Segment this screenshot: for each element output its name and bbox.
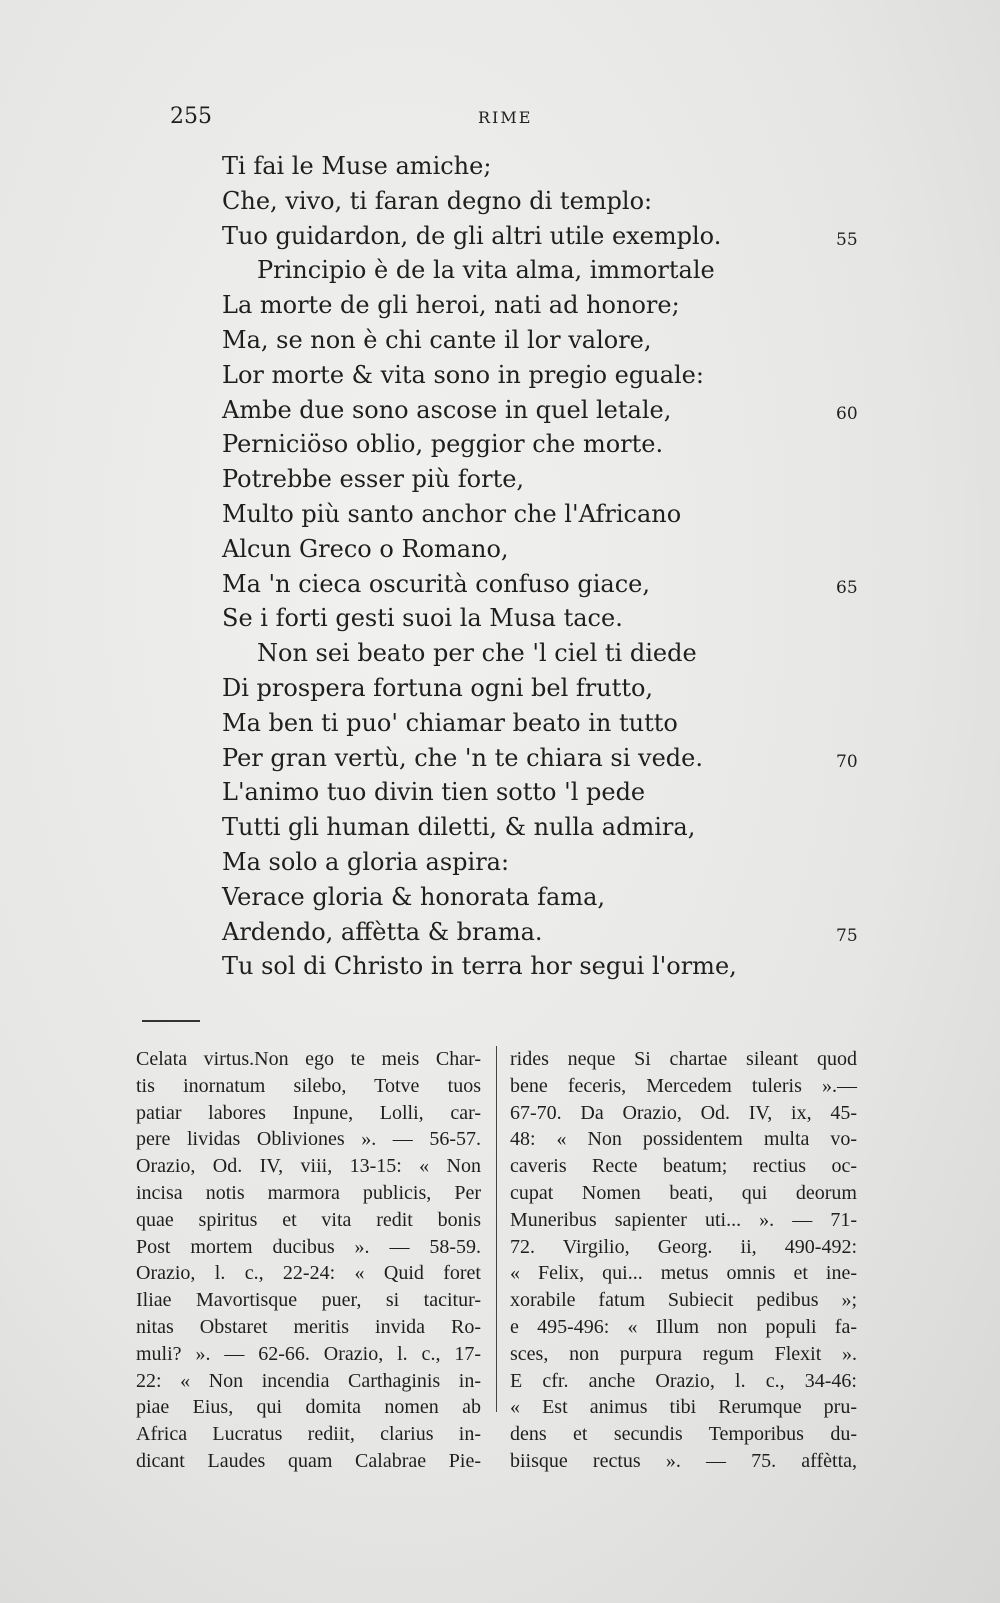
footnote-line: rides neque Si chartae sileant quod [510, 1048, 857, 1070]
footnote-line: biisque rectus ». — 75. affètta, [510, 1449, 857, 1472]
verse-line [0, 392, 1000, 428]
footnote-line: Celata virtus.Non ego te meis Char- [136, 1048, 481, 1070]
footnote-line: Iliae Mavortisque puer, si tacitur- [136, 1289, 481, 1312]
footnote-line: nitas Obstaret meritis invida Ro- [136, 1315, 481, 1338]
verse-line [0, 879, 1000, 915]
verse-line [0, 914, 1000, 950]
verse-text: La morte de gli heroi, nati ad honore; [222, 291, 680, 320]
footnote-line: incisa notis marmora publicis, Per [136, 1181, 481, 1204]
footnote-line: Post mortem ducibus ». — 58-59. [136, 1235, 481, 1258]
verse-line [0, 566, 1000, 602]
verse-line [0, 774, 1000, 810]
verse-line [0, 531, 1000, 567]
verse-text: L'animo tuo divin tien sotto 'l pede [222, 778, 646, 807]
footnote-line: 72. Virgilio, Georg. ii, 490-492: [510, 1235, 857, 1258]
verse-text: Ambe due sono ascose in quel letale, [222, 395, 672, 424]
page-number: 255 [170, 104, 212, 129]
line-number: 75 [836, 925, 858, 946]
running-title: RIME [478, 108, 533, 127]
footnote-line: 22: « Non incendia Carthaginis in- [136, 1369, 481, 1392]
verse-text: Ma 'n cieca oscurità confuso giace, [222, 569, 650, 598]
verse-line [0, 252, 1000, 288]
verse-line [0, 183, 1000, 219]
verse-text: Potrebbe esser più forte, [222, 465, 525, 494]
footnote-line: caveris Recte beatum; rectius oc- [510, 1155, 857, 1178]
verse-line [0, 461, 1000, 497]
footnote-line: patiar labores Inpune, Lolli, car- [136, 1101, 481, 1124]
line-number: 65 [836, 577, 858, 598]
verse-text: Non sei beato per che 'l ciel ti diede [257, 639, 697, 668]
verse-line [0, 844, 1000, 880]
verse-text: Che, vivo, ti faran degno di templo: [222, 186, 653, 215]
verse-text: Verace gloria & honorata fama, [222, 882, 606, 911]
footnote-line: 48: « Non possidentem multa vo- [510, 1128, 857, 1151]
line-number: 55 [836, 229, 858, 250]
footnote-line: bene feceris, Mercedem tuleris ».— [510, 1074, 857, 1097]
footnote-line: pere lividas Obliviones ». — 56-57. [136, 1128, 481, 1151]
verse-line [0, 948, 1000, 984]
verse-text: Tu sol di Christo in terra hor segui l'orme, [222, 952, 737, 981]
verse-line [0, 426, 1000, 462]
verse-text: Di prospera fortuna ogni bel frutto, [222, 674, 654, 702]
verse-line [0, 287, 1000, 323]
line-number: 60 [836, 403, 858, 424]
footnote-line: quae spiritus et vita redit bonis [136, 1208, 481, 1231]
line-number: 70 [836, 751, 858, 772]
verse-line [0, 670, 1000, 706]
verse-text: Ti fai le Muse amiche; [222, 152, 492, 180]
verse-text: Multo più santo anchor che l'Africano [222, 500, 682, 528]
verse-line [0, 600, 1000, 636]
verse-line [0, 740, 1000, 776]
footnote-line: E cfr. anche Orazio, l. c., 34-46: [510, 1369, 857, 1392]
verse-line [0, 357, 1000, 393]
verse-text: Ma ben ti puo' chiamar beato in tutto [222, 708, 678, 737]
footnote-line: sces, non purpura regum Flexit ». [510, 1342, 857, 1365]
verse-text: Se i forti gesti suoi la Musa tace. [222, 604, 623, 633]
verse-text: Ardendo, affètta & brama. [222, 917, 543, 946]
verse-text: Ma, se non è chi cante il lor valore, [222, 326, 652, 354]
footnote-line: piae Eius, qui domita nomen ab [136, 1396, 481, 1419]
verse-text: Ma solo a gloria aspira: [222, 848, 510, 876]
verse-line [0, 705, 1000, 741]
footnote-line: Orazio, l. c., 22-24: « Quid foret [136, 1262, 481, 1285]
footnote-line: « Felix, qui... metus omnis et ine- [510, 1262, 857, 1285]
verse-text: Lor morte & vita sono in pregio eguale: [222, 360, 704, 389]
column-divider [496, 1046, 497, 1412]
footnote-line: Africa Lucratus rediit, clarius in- [136, 1423, 481, 1446]
footnote-line: 67-70. Da Orazio, Od. IV, ix, 45- [510, 1101, 857, 1124]
footnote-line: e 495-496: « Illum non populi fa- [510, 1315, 857, 1338]
verse-line [0, 322, 1000, 358]
verse-text: Per gran vertù, che 'n te chiara si vede. [222, 743, 703, 772]
verse-text: Tuo guidardon, de gli altri utile exemplo. [222, 221, 722, 250]
verse-line [0, 496, 1000, 532]
footnote-line: dens et secundis Temporibus du- [510, 1423, 857, 1446]
footnote-line: « Est animus tibi Rerumque pru- [510, 1396, 857, 1419]
notes-right-column [510, 1046, 857, 1475]
verse-text: Principio è de la vita alma, immortale [257, 256, 715, 285]
verse-text: Tutti gli human diletti, & nulla admira, [222, 813, 696, 842]
footnote-line: Muneribus sapienter uti... ». — 71- [510, 1208, 857, 1231]
verse-text: Alcun Greco o Romano, [222, 534, 509, 563]
footnote-line: cupat Nomen beati, qui deorum [510, 1181, 857, 1204]
footnote-line: dicant Laudes quam Calabrae Pie- [136, 1449, 481, 1472]
verse-text: Perniciöso oblio, peggior che morte. [222, 430, 664, 459]
verse-line [0, 148, 1000, 184]
verse-line [0, 218, 1000, 254]
footnote-line: muli? ». — 62-66. Orazio, l. c., 17- [136, 1342, 481, 1365]
notes-left-column [136, 1046, 481, 1475]
footnote-separator [142, 1020, 200, 1022]
footnote-line: xorabile fatum Subiecit pedibus »; [510, 1289, 857, 1312]
verse-line [0, 809, 1000, 845]
footnote-line: Orazio, Od. IV, viii, 13-15: « Non [136, 1155, 481, 1178]
footnote-line: tis inornatum silebo, Totve tuos [136, 1074, 481, 1097]
verse-line [0, 635, 1000, 671]
